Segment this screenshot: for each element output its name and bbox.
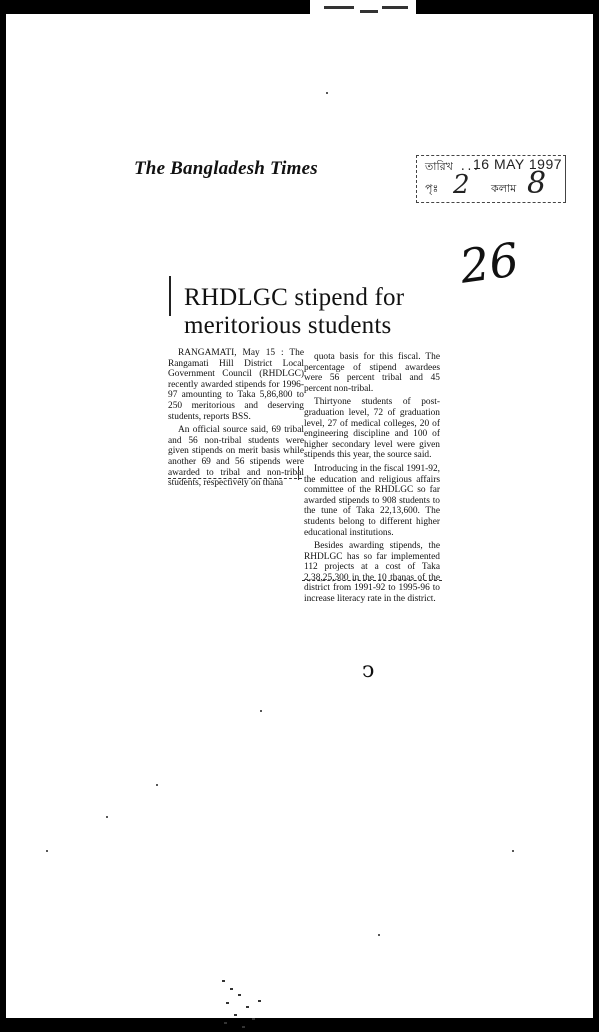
- clipping-cut-line: [302, 580, 442, 581]
- paragraph: Thirtyone students of post-graduation level, 72 of graduation level, 27 of medical colleges, 20 of engineering discipline and 100 of higher secondary level were given stipends this year, the source said.: [304, 397, 440, 461]
- scan-speck: [326, 92, 328, 94]
- paragraph: Besides awarding stipends, the RHDLGC has so far implemented 112 projects at a cost of Taka 2,38,25,300 in the 10 thanas of the district from 1991-92 to 1995-96 to increase literacy rate in the district.: [304, 541, 440, 605]
- stamp-page-prefix: পৃঃ: [425, 184, 439, 196]
- paragraph: RANGAMATI, May 15 : The Rangamati Hill District Local Government Council (RHDLGC) recently awarded stipends for 1996-97 amounting to Taka 5,86,800 to 250 meritorious and deserving students, reports BSS.: [168, 348, 304, 422]
- scan-speck: [378, 934, 380, 936]
- stamp-column-label: কলাম: [491, 184, 517, 196]
- newspaper-masthead: The Bangladesh Times: [134, 158, 318, 179]
- scan-speck: [512, 850, 514, 852]
- paragraph: An official source said, 69 tribal and 56 non-tribal students were given stipends on merit basis while another 69 and 56 stipends were awarded to tribal and non-tribal students, respectively on thana: [168, 425, 304, 489]
- handwritten-mark: ↄ: [362, 658, 375, 683]
- scan-noise: [218, 974, 268, 1032]
- scan-speck: [260, 710, 262, 712]
- scan-header-marks: [310, 0, 416, 24]
- scan-speck: [46, 850, 48, 852]
- article-headline: [184, 284, 454, 340]
- scan-speck: [156, 784, 158, 786]
- clipping-border: [169, 276, 171, 316]
- article-column-1: [168, 348, 304, 489]
- date-stamp: [416, 155, 566, 203]
- scanned-page: [6, 14, 593, 1018]
- stamp-column-handwritten: 8: [527, 166, 547, 201]
- stamp-date-prefix: তারিখ ...: [425, 162, 480, 174]
- scan-speck: [106, 816, 108, 818]
- article-column-2: [304, 352, 440, 605]
- headline-line-2: meritorious students: [184, 312, 392, 339]
- headline-line-1: RHDLGC stipend for: [184, 284, 405, 311]
- stamp-page-handwritten: 2: [453, 170, 470, 200]
- paragraph: quota basis for this fiscal. The percentage of stipend awardees were 56 percent tribal and 45 percent non-tribal.: [304, 352, 440, 394]
- handwritten-number: 26: [456, 232, 523, 294]
- paragraph: Introducing in the fiscal 1991-92, the education and religious affairs committee of the RHDLGC so far awarded stipends to 908 students to the tune of Taka 22,13,600. The students belong to different higher educational institutions.: [304, 463, 440, 538]
- clipping-cut-line: [168, 478, 302, 479]
- clipping-cut-line: [298, 466, 299, 480]
- stamp-date: 16 MAY 1997: [473, 156, 563, 172]
